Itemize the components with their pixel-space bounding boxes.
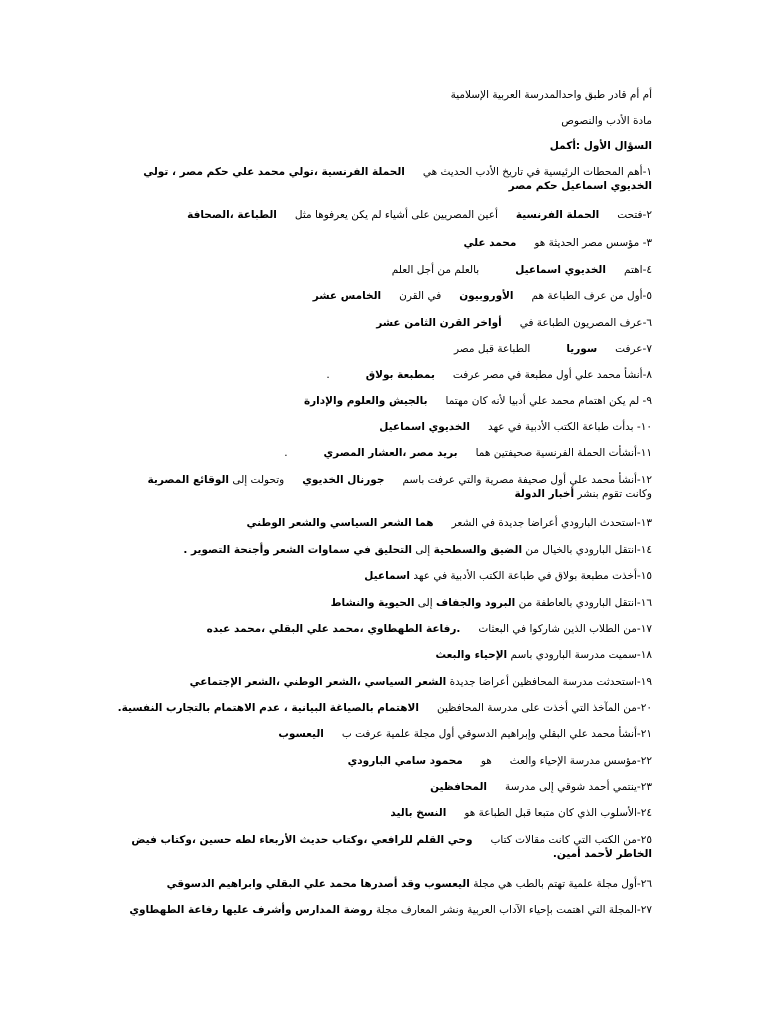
item-22 — [348, 754, 652, 768]
item-16 — [331, 596, 652, 610]
item-answer: اليعسوب وقد أصدرها محمد علي البقلي وابراهيم الدسوقي — [166, 878, 470, 890]
item-question: ١٤-انتقل البارودي بالخيال من — [525, 544, 652, 556]
item-question: ١-أهم المحطات الرئيسية في تاريخ الأدب الحديث هي — [422, 166, 652, 178]
item-answer: بالجيش والعلوم والإدارة — [303, 395, 428, 407]
item-answer: الأوروبيون — [459, 290, 514, 302]
item-question: ٢٣-ينتمي أحمد شوقي إلى مدرسة — [505, 781, 652, 793]
item-11 — [284, 446, 652, 460]
item-answer: البرود والجفاف — [436, 597, 516, 609]
item-answer: سوريا — [566, 343, 598, 355]
item-question: ٦-عرف المصريون الطباعة في — [519, 317, 652, 329]
item-answer: الحملة الفرنسية ،تولي محمد علي حكم مصر ، تولي الخديوي اسماعيل حكم مصر — [143, 166, 652, 192]
item-answer: النسخ باليد — [390, 807, 447, 819]
item-27 — [129, 903, 652, 917]
item-question-2: . — [326, 369, 330, 381]
section-heading: السؤال الأول :أكمل — [549, 140, 652, 152]
item-answer: بمطبعة بولاق — [365, 369, 435, 381]
item-24 — [390, 806, 652, 820]
item-25 — [112, 833, 652, 861]
item-question-2: بالعلم من أجل العلم — [391, 264, 480, 276]
item-question: ٢-فتحت — [617, 209, 652, 221]
item-question: ١٨-سميت مدرسة البارودي باسم — [510, 649, 652, 661]
item-answer-3: أخبار الدولة — [514, 488, 575, 500]
item-23 — [430, 780, 652, 794]
item-answer-2: التحليق في سماوات الشعر وأجنحة التصوير . — [183, 544, 412, 556]
item-question: ٧-عرفت — [615, 343, 652, 355]
item-answer: .رفاعة الطهطاوي ،محمد علي البقلي ،محمد عبده — [206, 623, 461, 635]
item-12 — [112, 473, 652, 501]
item-answer: محمود سامي البارودي — [347, 755, 463, 767]
item-21 — [278, 727, 652, 741]
item-answer: هما الشعر السياسي والشعر الوطني — [246, 517, 434, 529]
item-question: ٢٧-المجلة التي اهتمت بإحياء الآداب العربية ونشر المعارف مجلة — [376, 904, 652, 916]
item-question-2: أعين المصريين على أشياء لم يكن يعرفوها مثل — [294, 209, 498, 221]
item-question: ١٥-أخذت مطبعة بولاق في طباعة الكتب الأدبية في عهد — [413, 570, 652, 582]
item-question: ٩- لم يكن اهتمام محمد علي أدبيا لأنه كان مهتما — [445, 395, 652, 407]
item-answer-2: الخامس عشر — [312, 290, 382, 302]
item-19 — [190, 675, 652, 689]
item-question: ٤-اهتم — [623, 264, 652, 276]
item-answer: روضة المدارس وأشرف عليها رفاعة الطهطاوي — [129, 904, 373, 916]
item-question-2: في القرن — [399, 290, 442, 302]
item-question: ١٠- بدأت طباعة الكتب الأدبية في عهد — [487, 421, 652, 433]
item-question-2: إلى — [415, 544, 431, 556]
item-answer: بريد مصر ،العشار المصري — [323, 447, 458, 459]
item-answer: أواخر القرن الثامن عشر — [376, 317, 502, 329]
item-answer: جورنال الخديوي — [302, 474, 385, 486]
item-question: ١٦-انتقل البارودي بالعاطفة من — [518, 597, 652, 609]
item-2 — [187, 208, 652, 222]
item-6 — [376, 316, 652, 330]
item-question: ٣- مؤسس مصر الحديثة هو — [534, 237, 652, 249]
item-13 — [246, 516, 652, 530]
item-question: ١٣-استحدث البارودي أعراضا جديدة في الشعر — [451, 517, 652, 529]
item-question: ٢١-أنشأ محمد علي البقلي وإبراهيم الدسوقي أول مجلة علمية عرفت ب — [341, 728, 652, 740]
item-14 — [183, 543, 652, 557]
item-5 — [313, 289, 652, 303]
item-answer: الاهتمام بالصياغة البيانية ، عدم الاهتمام بالتجارب النفسية. — [117, 702, 419, 714]
item-answer: الإحياء والبعث — [435, 649, 508, 661]
item-1 — [112, 165, 652, 193]
item-4 — [392, 263, 652, 277]
subject-line: مادة الأدب والنصوص — [561, 115, 652, 127]
item-answer-2: الحيوية والنشاط — [330, 597, 415, 609]
item-answer: اسماعيل — [364, 570, 411, 582]
item-8 — [326, 368, 652, 382]
item-question: ١١-أنشأت الحملة الفرنسية صحيفتين هما — [475, 447, 652, 459]
item-question-3: وكانت تقوم بنشر — [577, 488, 652, 500]
item-question: ١٢-أنشأ محمد علي أول صحيفة مصرية والتي عرفت باسم — [402, 474, 652, 486]
item-answer: الخديوي اسماعيل — [515, 264, 606, 276]
item-question: ١٩-استحدثت مدرسة المحافظين أعراضا جديدة — [449, 676, 652, 688]
item-7 — [454, 342, 652, 356]
item-answer: وحي القلم للرافعي ،وكتاب حديث الأربعاء لطه حسين ،وكتاب فيض الخاطر لأحمد أمين. — [131, 834, 652, 860]
item-question: ٢٦-أول مجلة علمية تهتم بالطب هي مجلة — [473, 878, 652, 890]
item-10 — [379, 420, 652, 434]
item-question-2: إلى — [417, 597, 433, 609]
item-answer: المحافظين — [430, 781, 487, 793]
item-20 — [118, 701, 652, 715]
item-question: ٢٢-مؤسس مدرسة الإحياء والعث — [509, 755, 652, 767]
item-3 — [463, 236, 652, 250]
item-question: ١٧-من الطلاب الذين شاركوا في البعثات — [478, 623, 652, 635]
item-answer-2: الوقائع المصرية — [147, 474, 229, 486]
item-9 — [304, 394, 652, 408]
item-question: ٢٠-من المآخذ التي أخذت على مدرسة المحافظين — [436, 702, 652, 714]
item-answer-2: الطباعة ،الصحافة — [187, 209, 277, 221]
item-question: ٥-أول من عرف الطباعة هم — [531, 290, 652, 302]
item-answer: اليعسوب — [278, 728, 324, 740]
item-question: ٨-أنشأ محمد علي أول مطبعة في مصر عرفت — [452, 369, 652, 381]
item-question: ٢٥-من الكتب التي كانت مقالات كتاب — [490, 834, 652, 846]
item-question-2: . — [284, 447, 288, 459]
item-answer: الحملة الفرنسية — [515, 209, 600, 221]
item-answer: الضيق والسطحية — [433, 544, 523, 556]
item-answer: محمد علي — [463, 237, 517, 249]
item-17 — [207, 622, 652, 636]
item-answer: الشعر السياسي ،الشعر الوطني ،الشعر الإجتماعي — [189, 676, 447, 688]
school-line: أم أم قادر طبق واحدالمدرسة العربية الإسلامية — [450, 89, 652, 101]
item-18 — [436, 648, 652, 662]
item-question-2: الطباعة قبل مصر — [453, 343, 531, 355]
item-question: ٢٤-الأسلوب الذي كان متبعا قبل الطباعة هو — [464, 807, 652, 819]
item-question-2: وتحولت إلى — [232, 474, 285, 486]
item-15 — [364, 569, 652, 583]
item-answer: الخديوي اسماعيل — [379, 421, 470, 433]
item-question-2: هو — [480, 755, 492, 767]
item-26 — [167, 877, 652, 891]
